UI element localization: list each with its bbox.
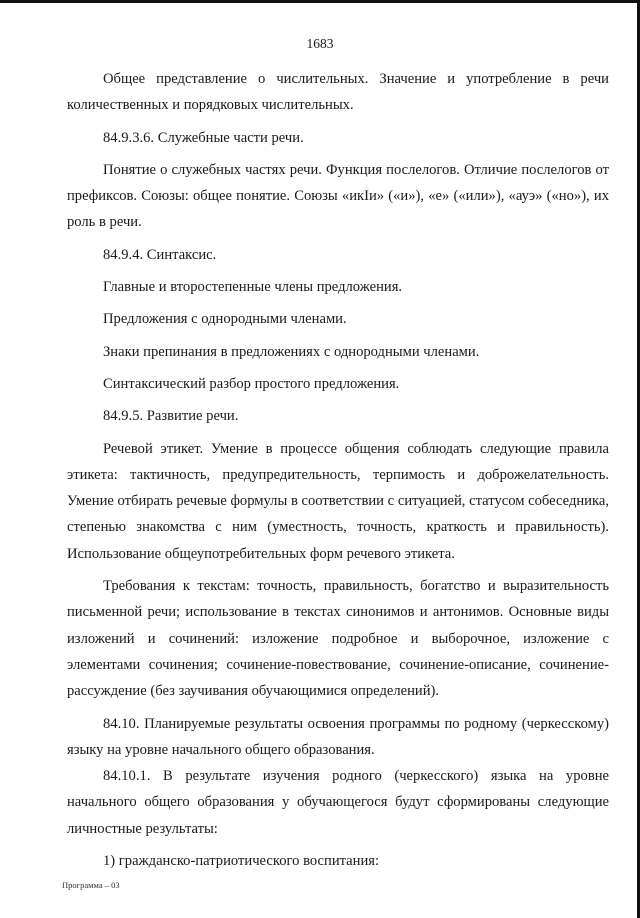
paragraph-numerals: Общее представление о числительных. Значение и употребление в речи количественных и порядковых числительных. xyxy=(67,71,609,114)
heading-syntax: 84.9.4. Синтаксис. xyxy=(103,246,217,263)
document-body xyxy=(67,66,609,880)
paragraph-punctuation: Знаки препинания в предложениях с однородными членами. xyxy=(103,343,480,360)
page-border-top xyxy=(0,0,640,3)
paragraph-personal-results: 84.10.1. В результате изучения родного (черкесского) языка на уровне начального общего образования у обучающегося будут сформированы следующие личностные результаты: xyxy=(67,768,609,837)
paragraph-speech-etiquette: Речевой этикет. Умение в процессе общения соблюдать следующие правила этикета: тактичность, предупредительность, терпимость и доброжелательность. Умение отбирать речевые формулы в соответствии с ситуацией, статусом собеседника, степенью знакомства с ним (уместность, точность, краткость и правильность). Использование общеупотребительных форм речевого этикета. xyxy=(67,440,609,562)
paragraph-syntax-analysis: Синтаксический разбор простого предложения. xyxy=(103,375,400,392)
page-number: 1683 xyxy=(306,36,334,51)
paragraph-sentence-members: Главные и второстепенные члены предложения. xyxy=(103,279,403,296)
heading-function-words: 84.9.3.6. Служебные части речи. xyxy=(103,129,304,146)
paragraph-homogeneous-members: Предложения с однородными членами. xyxy=(103,311,347,328)
paragraph-text-requirements: Требования к текстам: точность, правильность, богатство и выразительность письменной речи; использование в текстах синонимов и антонимов. Основные виды изложений и сочинений: изложение подробное и выборочное, изложение с элементами сочинения; сочинение-повествование, сочинение-описание, сочинение-рассуждение (без заучивания обучающимися определений). xyxy=(67,578,609,700)
list-item-civic-education: 1) гражданско-патриотического воспитания: xyxy=(103,853,380,870)
footer-program-label: Программа – 03 xyxy=(62,880,120,890)
heading-planned-results: 84.10. Планируемые результаты освоения программы по родному (черкесскому) языку на уровне начального общего образования. xyxy=(67,715,609,758)
heading-speech-development: 84.9.5. Развитие речи. xyxy=(103,408,239,425)
paragraph-function-words: Понятие о служебных частях речи. Функция послелогов. Отличие послелогов от префиксов. Союзы: общее понятие. Союзы «икІи» («и»), «е» («или»), «ауэ» («но»), их роль в речи. xyxy=(67,161,609,231)
